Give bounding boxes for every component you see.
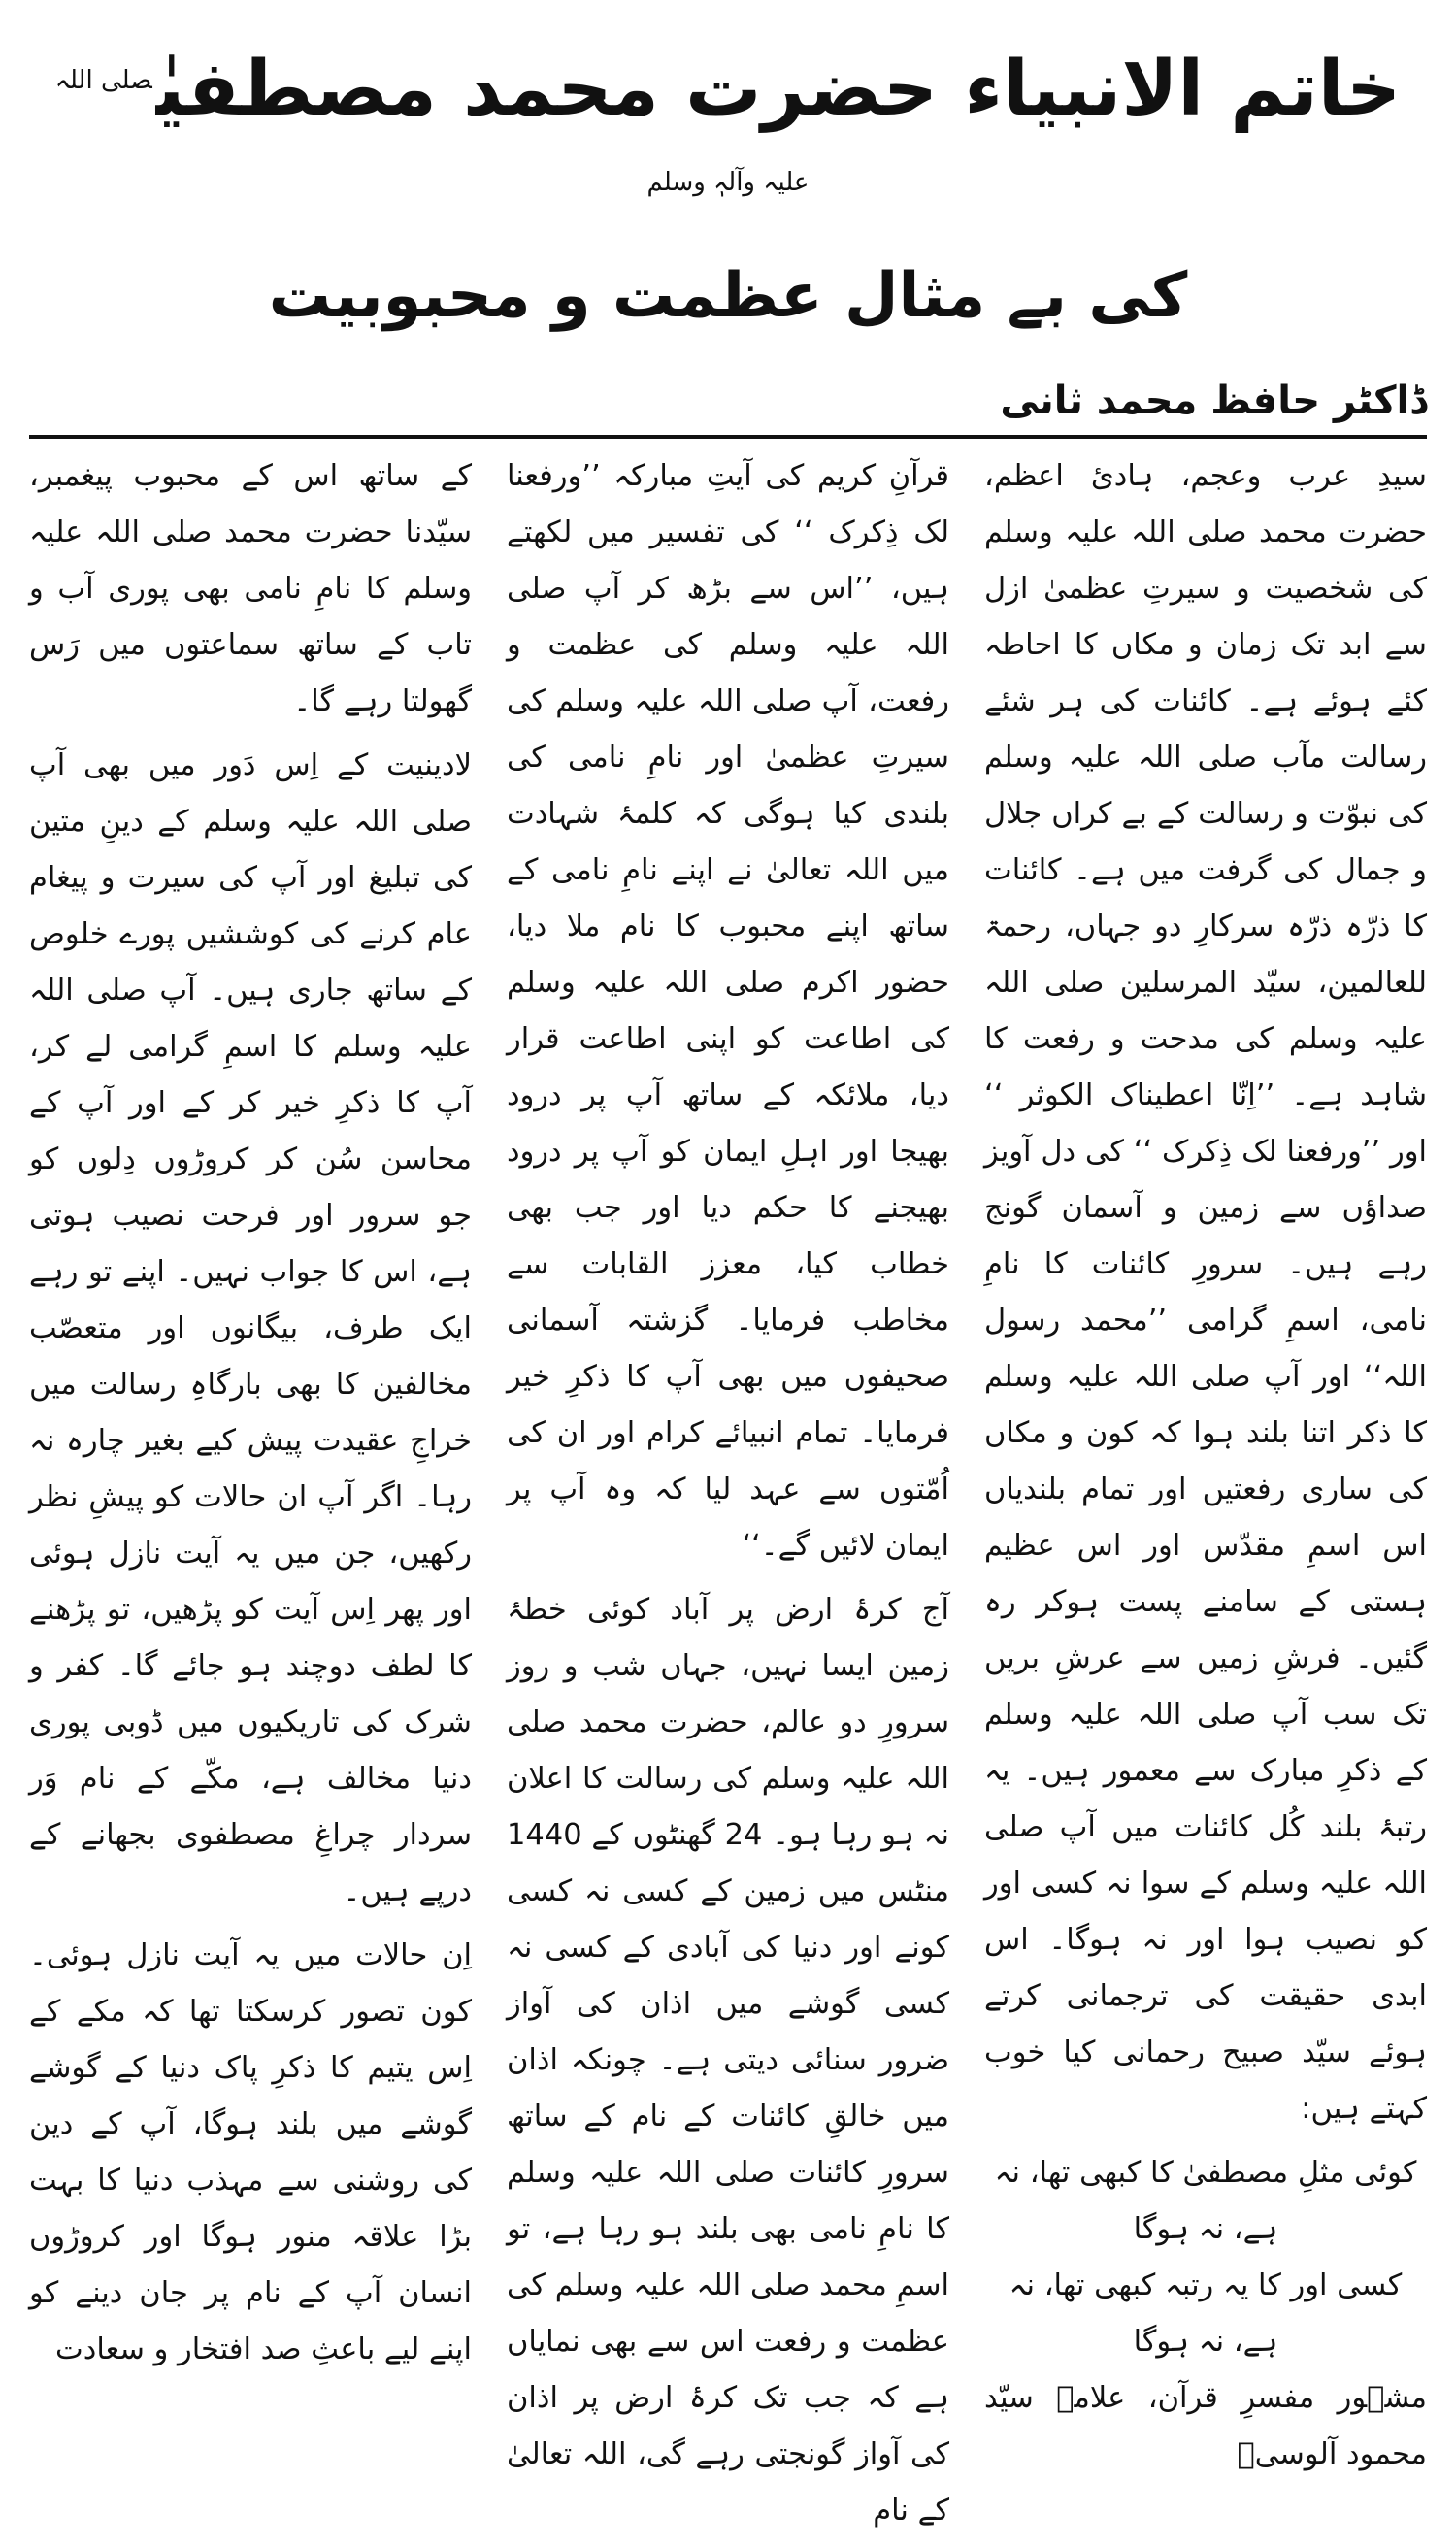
column-2-paragraph: قرآنِ کریم کی آیتِ مبارکہ ’’ورفعنا لک ذِکرک ‘‘ کی تفسیر میں لکھتے ہیں، ’’اس سے بڑھ کر آپ صلی اللہ علیہ وسلم کی عظمت و رفعت، آپ صلی اللہ علیہ وسلم کی سیرتِ عظمیٰ اور نامِ نامی کی بلندی کیا ہوگی کہ کلمۂ شہادت میں اللہ تعالیٰ نے اپنے نامِ نامی کے ساتھ اپنے محبوب کا نام ملا دیا، حضور اکرم صلی اللہ علیہ وسلم کی اطاعت کو اپنی اطاعت قرار دیا، ملائکہ کے ساتھ آپ پر درود بھیجا اور اہلِ ایمان کو آپ پر درود بھیجنے کا حکم دیا اور جب بھی خطاب کیا، معزز القابات سے مخاطب فرمایا۔ گزشتہ آسمانی صحیفوں میں بھی آپ کا ذکرِ خیر فرمایا۔ تمام انبیائے کرام اور ان کی اُمّتوں سے عہد لیا کہ وہ آپ پر ایمان لائیں گے۔‘‘	[507, 459, 949, 1564]
article-header	[29, 39, 1427, 340]
column-3-paragraph: اِن حالات میں یہ آیت نازل ہوئی۔ کون تصور کرسکتا تھا کہ مکے کے اِس یتیم کا ذکرِ پاک دنیا کے گوشے گوشے میں بلند ہوگا، آپ کے دین کی روشنی سے مہذب دنیا کا بہت بڑا علاقہ منور ہوگا اور کروڑوں انسان آپ کے نام پر جان دینے کو اپنے لیے باعثِ صد افتخار و سعادت	[29, 1938, 472, 2367]
column-3	[29, 448, 472, 2547]
poetry-verse	[984, 2145, 1427, 2370]
column-1-paragraph: سیدِ عرب وعجم، ہادیٔ اعظم، حضرت محمد صلی اللہ علیہ وسلم کی شخصیت و سیرتِ عظمیٰ ازل سے ابد تک زمان و مکاں کا احاطہ کئے ہوئے ہے۔ کائنات کی ہر شئے رسالت مآب صلی اللہ علیہ وسلم کی نبوّت و رسالت کے بے کراں جلال و جمال کی گرفت میں ہے۔ کائنات کا ذرّہ ذرّہ سرکارِ دو جہاں، رحمۃ للعالمین، سیّد المرسلین صلی اللہ علیہ وسلم کی مدحت و رفعت کا شاہد ہے۔ ’’اِنّا اعطیناک الکوثر ‘‘ اور ’’ورفعنا لک ذِکرک ‘‘ کی دل آویز صداؤں سے زمین و آسمان گونج رہے ہیں۔ سرورِ کائنات کا نامِ نامی، اسمِ گرامی ’’محمد رسول اللہ‘‘ اور آپ صلی اللہ علیہ وسلم کا ذکر اتنا بلند ہوا کہ کون و مکاں کی ساری رفعتیں اور تمام بلندیاں اس اسمِ مقدّس اور اس عظیم ہستی کے سامنے پست ہوکر رہ گئیں۔ فرشِ زمیں سے عرشِ بریں تک سب آپ صلی اللہ علیہ وسلم کے ذکرِ مبارک سے معمور ہیں۔ یہ رتبۂ بلند کُل کائنات میں آپ صلی اللہ علیہ وسلم کے سوا نہ کسی اور کو نصیب ہوا اور نہ ہوگا۔ اس ابدی حقیقت کی ترجمانی کرتے ہوئے سیّد صبیح رحمانی کیا خوب کہتے ہیں:	[984, 459, 1427, 2127]
column-1	[984, 448, 1427, 2547]
header-divider	[29, 435, 1427, 439]
honorific-glyph: صلی اللہ علیہ وآلہٖ وسلم	[54, 66, 810, 198]
author-byline: ڈاکٹر حافظ محمد ثانی	[1000, 379, 1427, 424]
column-3-paragraph: لادینیت کے اِس دَور میں بھی آپ صلی اللہ علیہ وسلم کے دینِ متین کی تبلیغ اور آپ کی سیرت و پیغام عام کرنے کی کوششیں پورے خلوص کے ساتھ جاری ہیں۔ آپ صلی اللہ علیہ وسلم کا اسمِ گرامی لے کر، آپ کا ذکرِ خیر کر کے اور آپ کے محاسن سُن کر کروڑوں دِلوں کو جو سرور اور فرحت نصیب ہوتی ہے، اس کا جواب نہیں۔ اپنے تو رہے ایک طرف، بیگانوں اور متعصّب مخالفین کا بھی بارگاہِ رسالت میں خراجِ عقیدت پیش کیے بغیر چارہ نہ رہا۔ اگر آپ ان حالات کو پیشِ نظر رکھیں، جن میں یہ آیت نازل ہوئی اور پھر اِس آیت کو پڑھیں، تو پڑھنے کا لطف دوچند ہو جائے گا۔ کفر و شرک کی تاریکیوں میں ڈوبی پوری دنیا مخالف ہے، مکّے کے نام وَر سردار چراغِ مصطفوی بجھانے کے درپے ہیں۔	[29, 748, 472, 1909]
article-subtitle: کی بے مثال عظمت و محبوبیت	[268, 259, 1188, 332]
column-2-paragraph: آج کرۂ ارض پر آباد کوئی خطۂ زمین ایسا نہیں، جہاں شب و روز سرورِ دو عالم، حضرت محمد صلی اللہ علیہ وسلم کی رسالت کا اعلان نہ ہو رہا ہو۔ 24 گھنٹوں کے 1440 منٹس میں زمین کے کسی نہ کسی کونے اور دنیا کی آبادی کے کسی نہ کسی گوشے میں اذان کی آواز ضرور سنائی دیتی ہے۔ چونکہ اذان میں خالقِ کائنات کے نام کے ساتھ سرورِ کائنات صلی اللہ علیہ وسلم کا نامِ نامی بھی بلند ہو رہا ہے، تو اسمِ محمد صلی اللہ علیہ وسلم کی عظمت و رفعت اس سے بھی نمایاں ہے کہ جب تک کرۂ ارض پر اذان کی آواز گونجتی رہے گی، اللہ تعالیٰ کے نام	[507, 1593, 949, 2529]
article-body	[29, 448, 1427, 2529]
column-1-tail: مشہور مفسرِ قرآن، علامہ سیّد محمود آلوسیؒ	[984, 2381, 1427, 2472]
verse-line: کوئی مثلِ مصطفیٰ کا کبھی تھا، نہ ہے، نہ ہوگا	[994, 2156, 1417, 2247]
article-title	[29, 39, 1427, 244]
column-3-paragraph: کے ساتھ اس کے محبوب پیغمبر، سیّدنا حضرت محمد صلی اللہ علیہ وسلم کا نامِ نامی بھی پوری آب و تاب کے ساتھ سماعتوں میں رَس گھولتا رہے گا۔	[29, 459, 472, 719]
article-title-text: خاتم الانبیاء حضرت محمد مصطفیٰ	[155, 46, 1402, 133]
column-2	[507, 448, 949, 2547]
verse-line: کسی اور کا یہ رتبہ کبھی تھا، نہ ہے، نہ ہوگا	[1009, 2268, 1403, 2360]
